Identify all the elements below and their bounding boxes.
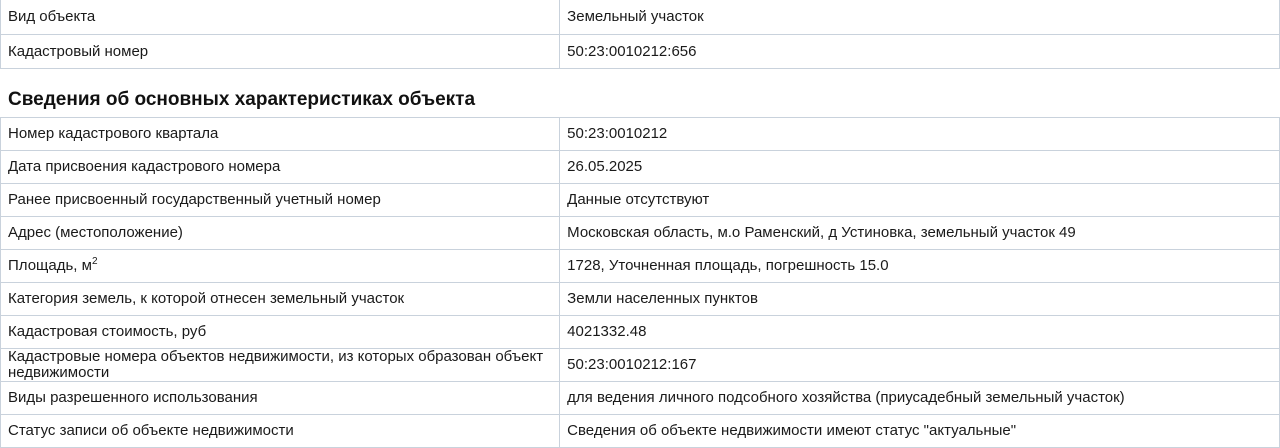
table-row [1,150,1280,183]
previous-number-label: Ранее присвоенный государственный учетный номер [1,183,560,216]
table-row [1,381,1280,414]
table-row [1,34,1280,68]
table-row [1,0,1280,34]
area-value: 1728, Уточненная площадь, погрешность 15.0 [560,249,1280,282]
section-title: Сведения об основных характеристиках объекта [8,88,476,110]
object-type-label: Вид объекта [1,0,560,34]
cadastral-number-label: Кадастровый номер [1,34,560,68]
address-value: Московская область, м.о Раменский, д Устиновка, земельный участок 49 [560,216,1280,249]
table-row [1,117,1280,150]
assignment-date-label: Дата присвоения кадастрового номера [1,150,560,183]
cadastral-quarter-label: Номер кадастрового квартала [1,117,560,150]
address-label: Адрес (местоположение) [1,216,560,249]
table-row [1,183,1280,216]
source-objects-label: Кадастровые номера объектов недвижимости, из которых образован объект недвижимости [1,348,560,381]
permitted-use-value: для ведения личного подсобного хозяйства (приусадебный земельный участок) [560,381,1280,414]
assignment-date-value: 26.05.2025 [560,150,1280,183]
table-row [1,315,1280,348]
table-row [1,249,1280,282]
previous-number-value: Данные отсутствуют [560,183,1280,216]
record-status-value: Сведения об объекте недвижимости имеют статус "актуальные" [560,414,1280,447]
cadastral-value-value: 4021332.48 [560,315,1280,348]
area-label-cell [1,249,560,282]
cadastral-quarter-value: 50:23:0010212 [560,117,1280,150]
area-unit-superscript: 2 [91,256,98,267]
cadastral-value-label: Кадастровая стоимость, руб [1,315,560,348]
table-row [1,216,1280,249]
area-label: Площадь, м [8,257,92,274]
permitted-use-label: Виды разрешенного использования [1,381,560,414]
source-objects-value: 50:23:0010212:167 [560,348,1280,381]
table-row [1,348,1280,381]
land-category-label: Категория земель, к которой отнесен земельный участок [1,282,560,315]
record-status-label: Статус записи об объекте недвижимости [1,414,560,447]
land-category-value: Земли населенных пунктов [560,282,1280,315]
object-type-value: Земельный участок [560,0,1280,34]
table-row [1,414,1280,447]
characteristics-table [0,117,1280,448]
cadastral-number-value: 50:23:0010212:656 [560,34,1280,68]
object-summary-table [0,0,1280,69]
table-row [1,282,1280,315]
